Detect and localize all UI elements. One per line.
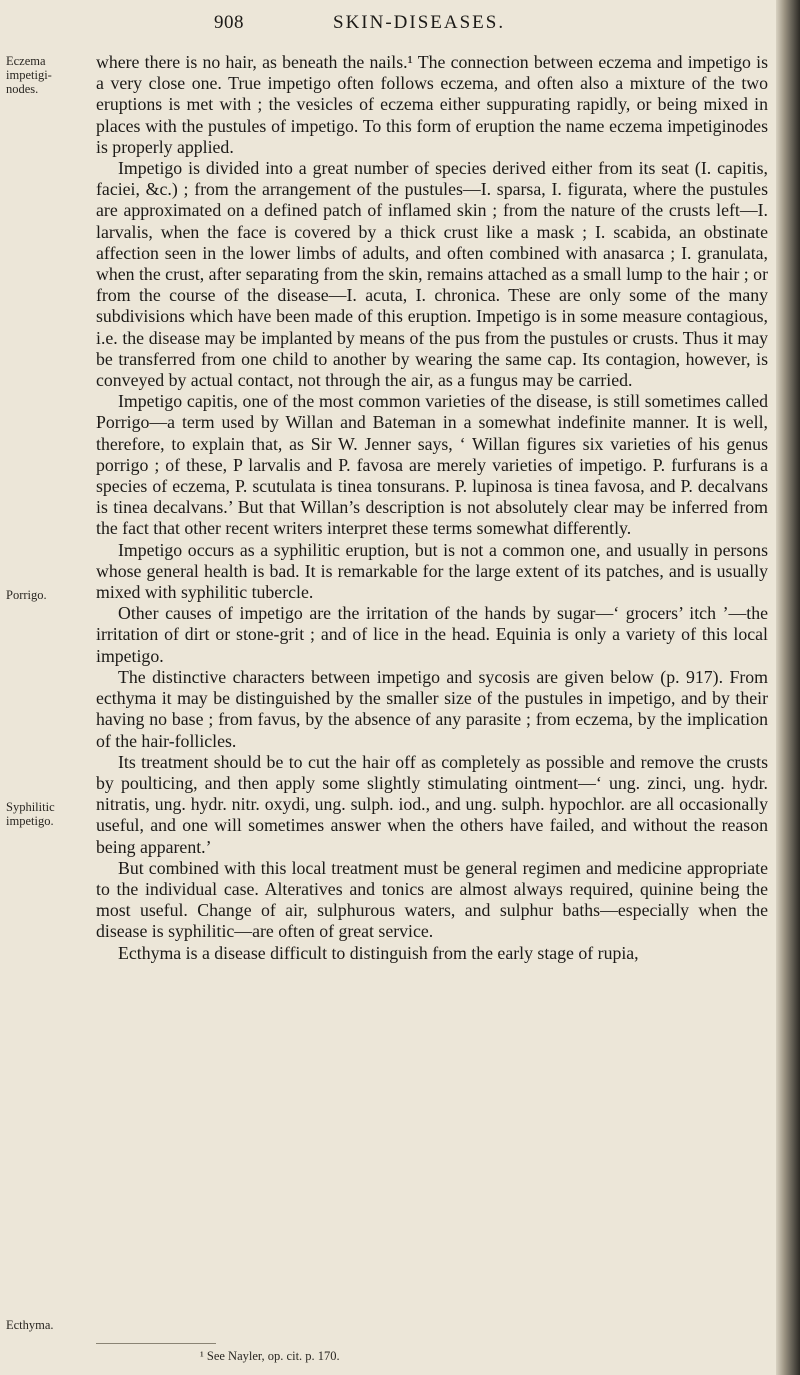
- side-note-syphilitic: Syphilitic impetigo.: [6, 800, 55, 828]
- paragraph: Ecthyma is a disease difficult to distinguish from the early stage of rupia,: [118, 942, 639, 963]
- paragraph: Impetigo is divided into a great number of species derived either from its seat (I. capitis, faciei, &c.) ; from the arrangement of the pustules—I. sparsa, I. figurata, where the pustules are approximated on a defined patch of inflamed skin ; from the nature of the crusts left—I. larvalis, when the face is covered by a thick crust like a mask ; I. scabida, an obstinate affection seen in the lower limbs of adults, and often combined with anasarca ; I. granulata, when the crust, after separating from the skin, remains attached as a small lump to the hair ; or from the course of the disease—I. acuta, I. chronica. These are only some of the many subdivisions which have been made of this eruption. Impetigo is in some measure contagious, i.e. the disease may be implanted by means of the pus from the pustules or crusts. Thus it may be transferred from one child to another by wearing the same cap. Its contagion, however, is conveyed by actual contact, not through the air, as a fungus may be carried.: [96, 158, 768, 391]
- paragraph: Impetigo occurs as a syphilitic eruption, but is not a common one, and usually in persons whose general health is bad. It is remarkable for the large extent of its patches, and is usually mixed with syphilitic tubercle.: [96, 539, 768, 603]
- paragraph: where there is no hair, as beneath the nails.¹ The connection between eczema and impetigo is a very close one. True impetigo often follows eczema, and often also a mixture of the two eruptions is met with ; the vesicles of eczema either suppurating rapidly, or being mixed in places with the pustules of impetigo. To this form of eruption the name eczema impetiginodes is properly applied.: [96, 52, 768, 157]
- book-spine-edge: [776, 0, 800, 1375]
- running-title: SKIN-DISEASES.: [333, 12, 506, 33]
- footnote: ¹ See Nayler, op. cit. p. 170.: [200, 1349, 340, 1363]
- body-text: [96, 52, 768, 964]
- side-note-eczema: Eczema impetigi-nodes.: [6, 54, 52, 96]
- paragraph: Other causes of impetigo are the irritation of the hands by sugar—‘ grocers’ itch ’—the irritation of dirt or stone-grit ; and of lice in the head. Equinia is only a variety of this local impetigo.: [96, 603, 768, 666]
- paragraph: Its treatment should be to cut the hair off as completely as possible and remove the crusts by poulticing, and then apply some slightly stimulating ointment—‘ ung. zinci, ung. hydr. nitratis, ung. hydr. nitr. oxydi, ung. sulph. iod., and ung. sulph. hypochlor. are all occasionally useful, and one will sometimes answer when the others have failed, and without the reason being apparent.’: [96, 751, 768, 857]
- paragraph: But combined with this local treatment must be general regimen and medicine appropriate to the individual case. Alteratives and tonics are almost always required, quinine being the most useful. Change of air, sulphurous waters, and sulphur baths—especially when the disease is syphilitic—are often of great service.: [96, 857, 768, 942]
- side-note-porrigo: Porrigo.: [6, 588, 47, 602]
- page-number: 908: [214, 12, 244, 33]
- paragraph: Impetigo capitis, one of the most common varieties of the disease, is still sometimes called Porrigo—a term used by Willan and Bateman in a somewhat indefinite manner. It is well, therefore, to explain that, as Sir W. Jenner says, ‘ Willan figures six varieties of his genus porrigo ; of these, P larvalis and P. favosa are merely varieties of impetigo. P. furfurans is a species of eczema, P. scutulata is tinea tonsurans. P. lupinosa is tinea favosa, and P. decalvans is tinea decalvans.’ But that Willan’s description is not absolutely clear may be inferred from the fact that other recent writers interpret these terms somewhat differently.: [96, 391, 768, 539]
- side-note-ecthyma: Ecthyma.: [6, 1318, 54, 1332]
- page-header: [0, 12, 800, 42]
- footnote-rule: [96, 1343, 216, 1344]
- paragraph: The distinctive characters between impetigo and sycosis are given below (p. 917). From ecthyma it may be distinguished by the smaller size of the pustules in impetigo, and by their having no base ; from favus, by the absence of any parasite ; from eczema, by the implication of the hair-follicles.: [96, 666, 768, 751]
